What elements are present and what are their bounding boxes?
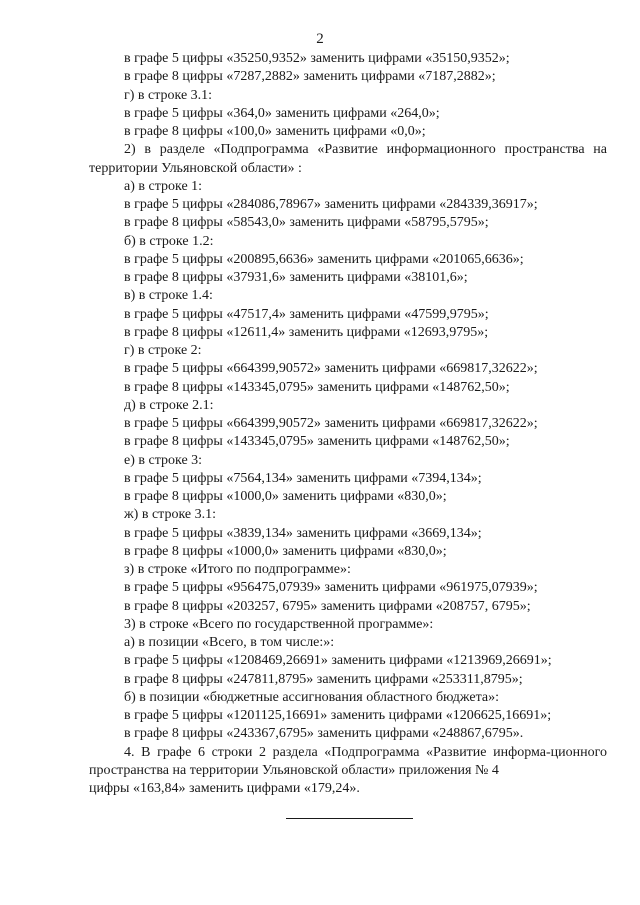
text-line: а) в позиции «Всего, в том числе:»: — [124, 635, 335, 650]
text-line: в графе 8 цифры «203257, 6795» заменить цифрами «208757, 6795»; — [124, 598, 531, 614]
section-2-intro-second: на территории Ульяновской области» : — [89, 142, 608, 176]
section-4-first: 4. В графе 6 строки 2 раздела «Подпрограмма «Развитие информа- — [124, 744, 551, 760]
text-line: г) в строке 3.1: — [124, 87, 213, 103]
text-line: в графе 8 цифры «1000,0» заменить цифрами «830,0»; — [124, 543, 447, 559]
text-line: в графе 5 цифры «47517,4» заменить цифрами «47599,9795»; — [124, 306, 489, 322]
text-line: в графе 5 цифры «200895,6636» заменить цифрами «201065,6636»; — [124, 251, 524, 267]
section-2-intro — [89, 141, 607, 178]
text-line: ж) в строке 3.1: — [124, 507, 217, 523]
text-line: в графе 8 цифры «143345,0795» заменить цифрами «148762,50»; — [124, 434, 510, 450]
text-line: в графе 5 цифры «664399,90572» заменить цифрами «669817,32622»; — [124, 361, 538, 377]
document-body — [89, 50, 607, 798]
text-line: б) в строке 1.2: — [124, 233, 214, 249]
section-4-last-line: цифры «163,84» заменить цифрами «179,24». — [89, 781, 360, 796]
text-line: в графе 5 цифры «35250,9352» заменить цифрами «35150,9352»; — [124, 51, 510, 66]
text-line: в графе 5 цифры «1208469,26691» заменить цифрами «1213969,26691»; — [124, 653, 552, 669]
text-line: в графе 8 цифры «12611,4» заменить цифрами «12693,9795»; — [124, 324, 489, 340]
section-2-intro-first: 2) в разделе «Подпрограмма «Развитие информационного пространства — [124, 142, 585, 158]
text-line: б) в позиции «бюджетные ассигнования областного бюджета»: — [124, 689, 500, 705]
text-line: в графе 8 цифры «143345,0795» заменить цифрами «148762,50»; — [124, 379, 510, 395]
section-4-second: ционного пространства на территории Ульяновской области» приложения № 4 — [89, 744, 607, 778]
text-line: в графе 5 цифры «364,0» заменить цифрами «264,0»; — [124, 105, 440, 121]
text-line: в) в строке 1.4: — [124, 288, 213, 304]
signature-rule — [286, 818, 413, 819]
text-line: а) в строке 1: — [124, 178, 203, 194]
text-line: в графе 5 цифры «7564,134» заменить цифрами «7394,134»; — [124, 470, 482, 486]
text-line: в графе 8 цифры «37931,6» заменить цифрами «38101,6»; — [124, 270, 468, 285]
text-line: в графе 8 цифры «7287,2882» заменить цифрами «7187,2882»; — [124, 69, 496, 85]
text-line: в графе 5 цифры «284086,78967» заменить цифрами «284339,36917»; — [124, 197, 538, 212]
text-line: г) в строке 2: — [124, 343, 202, 358]
section-4-paragraph — [89, 744, 607, 781]
text-line: в графе 8 цифры «247811,8795» заменить цифрами «253311,8795»; — [124, 671, 523, 687]
text-line: в графе 5 цифры «1201125,16691» заменить цифрами «1206625,16691»; — [124, 708, 552, 723]
text-line: в графе 8 цифры «243367,6795» заменить цифрами «248867,6795». — [124, 726, 524, 742]
text-line: е) в строке 3: — [124, 452, 203, 468]
text-line: в графе 8 цифры «58543,0» заменить цифрами «58795,5795»; — [124, 215, 489, 231]
text-line: в графе 5 цифры «664399,90572» заменить цифрами «669817,32622»; — [124, 416, 538, 431]
text-line: в графе 8 цифры «100,0» заменить цифрами «0,0»; — [124, 124, 426, 139]
text-line: з) в строке «Итого по подпрограмме»: — [124, 562, 351, 577]
text-line: в графе 5 цифры «956475,07939» заменить цифрами «961975,07939»; — [124, 580, 538, 596]
page-number: 2 — [316, 31, 324, 47]
text-line: в графе 5 цифры «3839,134» заменить цифрами «3669,134»; — [124, 525, 482, 541]
text-line: 3) в строке «Всего по государственной программе»: — [124, 616, 434, 632]
text-line: д) в строке 2.1: — [124, 397, 214, 413]
text-line: в графе 8 цифры «1000,0» заменить цифрами «830,0»; — [124, 489, 447, 504]
